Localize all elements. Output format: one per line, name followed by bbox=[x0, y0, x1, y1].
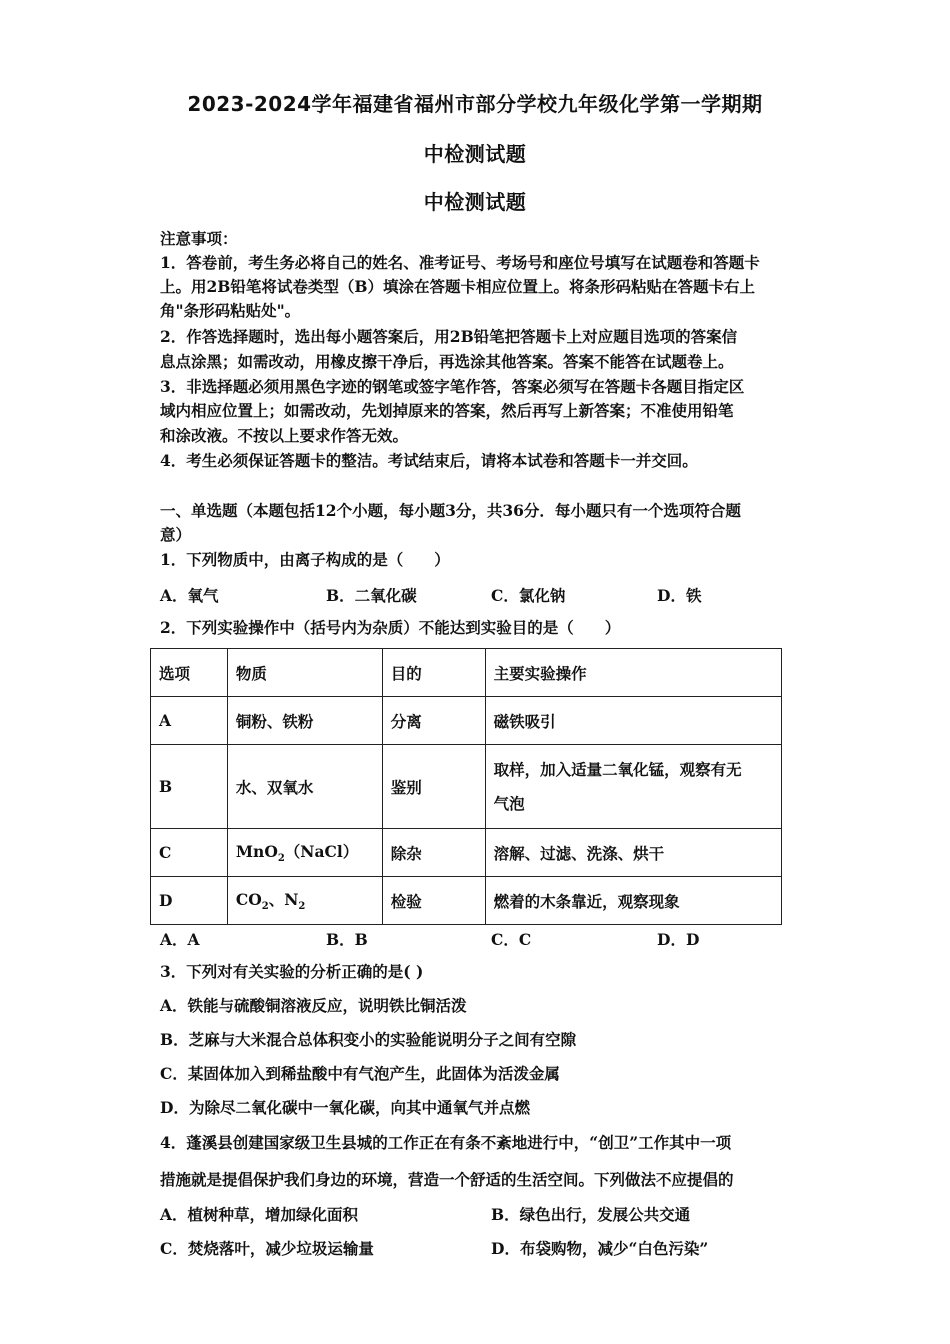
formula-subscript: 2 bbox=[277, 853, 285, 865]
table-cell bbox=[485, 745, 781, 829]
table-cell-line: 气泡 bbox=[493, 793, 525, 813]
q3-option-b: B．芝麻与大米混合总体积变小的实验能说明分子之间有空隙 bbox=[160, 1030, 577, 1049]
table-cell: 铜粉、铁粉 bbox=[227, 697, 382, 745]
q1-option-a: A．氧气 bbox=[160, 586, 219, 605]
notice-line: 和涂改液。不按以上要求作答无效。 bbox=[160, 426, 409, 445]
question-2-stem: 2．下列实验操作中（括号内为杂质）不能达到实验目的是（ ） bbox=[160, 618, 621, 637]
notice-line: 角"条形码粘贴处"。 bbox=[160, 301, 301, 320]
notice-line: 上。用2B铅笔将试卷类型（B）填涂在答题卡相应位置上。将条形码粘贴在答题卡右上 bbox=[160, 277, 755, 296]
table-cell: 磁铁吸引 bbox=[485, 697, 781, 745]
question-4-stem-cont: 措施就是提倡保护我们身边的环境，营造一个舒适的生活空间。下列做法不应提倡的 bbox=[160, 1170, 734, 1189]
table-cell: 除杂 bbox=[382, 829, 485, 877]
notice-line: 息点涂黑；如需改动，用橡皮擦干净后，再选涂其他答案。答案不能答在试题卷上。 bbox=[160, 352, 734, 371]
table-header-cell: 物质 bbox=[227, 649, 382, 697]
q2-option-c: C．C bbox=[491, 930, 532, 949]
exam-title-line1: 2023-2024学年福建省福州市部分学校九年级化学第一学期期 bbox=[187, 92, 763, 116]
table-cell: C bbox=[151, 829, 228, 877]
table-header-cell: 主要实验操作 bbox=[485, 649, 781, 697]
q1-option-b: B．二氧化碳 bbox=[326, 586, 417, 605]
notice-line: 3．非选择题必须用黑色字迹的钢笔或签字笔作答，答案必须写在答题卡各题目指定区 bbox=[160, 377, 745, 396]
experiment-table bbox=[150, 648, 782, 925]
formula-subscript: 2 bbox=[261, 901, 269, 913]
table-row bbox=[151, 829, 782, 877]
table-cell: B bbox=[151, 745, 228, 829]
table-cell bbox=[227, 877, 382, 925]
table-cell: 检验 bbox=[382, 877, 485, 925]
q3-option-c: C．某固体加入到稀盐酸中有气泡产生，此固体为活泼金属 bbox=[160, 1064, 560, 1083]
table-cell: 溶解、过滤、洗涤、烘干 bbox=[485, 829, 781, 877]
q4-option-b: B．绿色出行，发展公共交通 bbox=[491, 1205, 691, 1224]
q4-option-a: A．植树种草，增加绿化面积 bbox=[160, 1205, 359, 1224]
q4-option-c: C．焚烧落叶，减少垃圾运输量 bbox=[160, 1239, 374, 1258]
table-cell: D bbox=[151, 877, 228, 925]
table-row bbox=[151, 697, 782, 745]
exam-title-line2: 中检测试题 bbox=[423, 142, 527, 166]
q2-option-d: D．D bbox=[657, 930, 700, 949]
table-row bbox=[151, 877, 782, 925]
q3-option-a: A．铁能与硫酸铜溶液反应，说明铁比铜活泼 bbox=[160, 996, 467, 1015]
formula-text: 、N bbox=[268, 890, 299, 910]
notice-line: 1．答卷前，考生务必将自己的姓名、准考证号、考场号和座位号填写在试题卷和答题卡 bbox=[160, 253, 760, 272]
table-header-cell: 目的 bbox=[382, 649, 485, 697]
table-cell: 分离 bbox=[382, 697, 485, 745]
section-heading-cont: 意） bbox=[160, 525, 192, 544]
table-header-cell: 选项 bbox=[151, 649, 228, 697]
table-header-row bbox=[151, 649, 782, 697]
notice-line: 2．作答选择题时，选出每小题答案后，用2B铅笔把答题卡上对应题目选项的答案信 bbox=[160, 327, 738, 346]
formula-text: CO bbox=[235, 890, 262, 910]
q2-option-a: A．A bbox=[160, 930, 200, 949]
formula-text: MnO bbox=[235, 842, 278, 862]
notice-line: 域内相应位置上；如需改动，先划掉原来的答案，然后再写上新答案；不准使用铅笔 bbox=[160, 401, 734, 420]
question-1-stem: 1．下列物质中，由离子构成的是（ ） bbox=[160, 550, 450, 569]
table-cell: A bbox=[151, 697, 228, 745]
table-cell: 鉴别 bbox=[382, 745, 485, 829]
table-cell-line: 取样，加入适量二氧化锰，观察有无 bbox=[493, 759, 742, 779]
table-cell: 水、双氧水 bbox=[227, 745, 382, 829]
question-4-stem: 4．蓬溪县创建国家级卫生县城的工作正在有条不紊地进行中，“创卫”工作其中一项 bbox=[160, 1133, 732, 1152]
q1-option-d: D．铁 bbox=[657, 586, 702, 605]
formula-subscript: 2 bbox=[298, 901, 306, 913]
table-row bbox=[151, 745, 782, 829]
table-cell: 燃着的木条靠近，观察现象 bbox=[485, 877, 781, 925]
section-heading: 一、单选题（本题包括12个小题，每小题3分，共36分．每小题只有一个选项符合题 bbox=[160, 501, 741, 520]
table-cell bbox=[227, 829, 382, 877]
question-3-stem: 3．下列对有关实验的分析正确的是( ) bbox=[160, 962, 424, 981]
q2-option-b: B．B bbox=[326, 930, 368, 949]
formula-text: （NaCl） bbox=[284, 842, 359, 862]
q1-option-c: C．氯化钠 bbox=[491, 586, 566, 605]
notice-line: 4．考生必须保证答题卡的整洁。考试结束后，请将本试卷和答题卡一并交回。 bbox=[160, 451, 698, 470]
q3-option-d: D．为除尽二氧化碳中一氧化碳，向其中通氧气并点燃 bbox=[160, 1098, 530, 1117]
notice-heading: 注意事项： bbox=[160, 229, 238, 248]
exam-title-line3: 中检测试题 bbox=[423, 190, 527, 214]
q4-option-d: D．布袋购物，减少“白色污染” bbox=[491, 1239, 709, 1258]
